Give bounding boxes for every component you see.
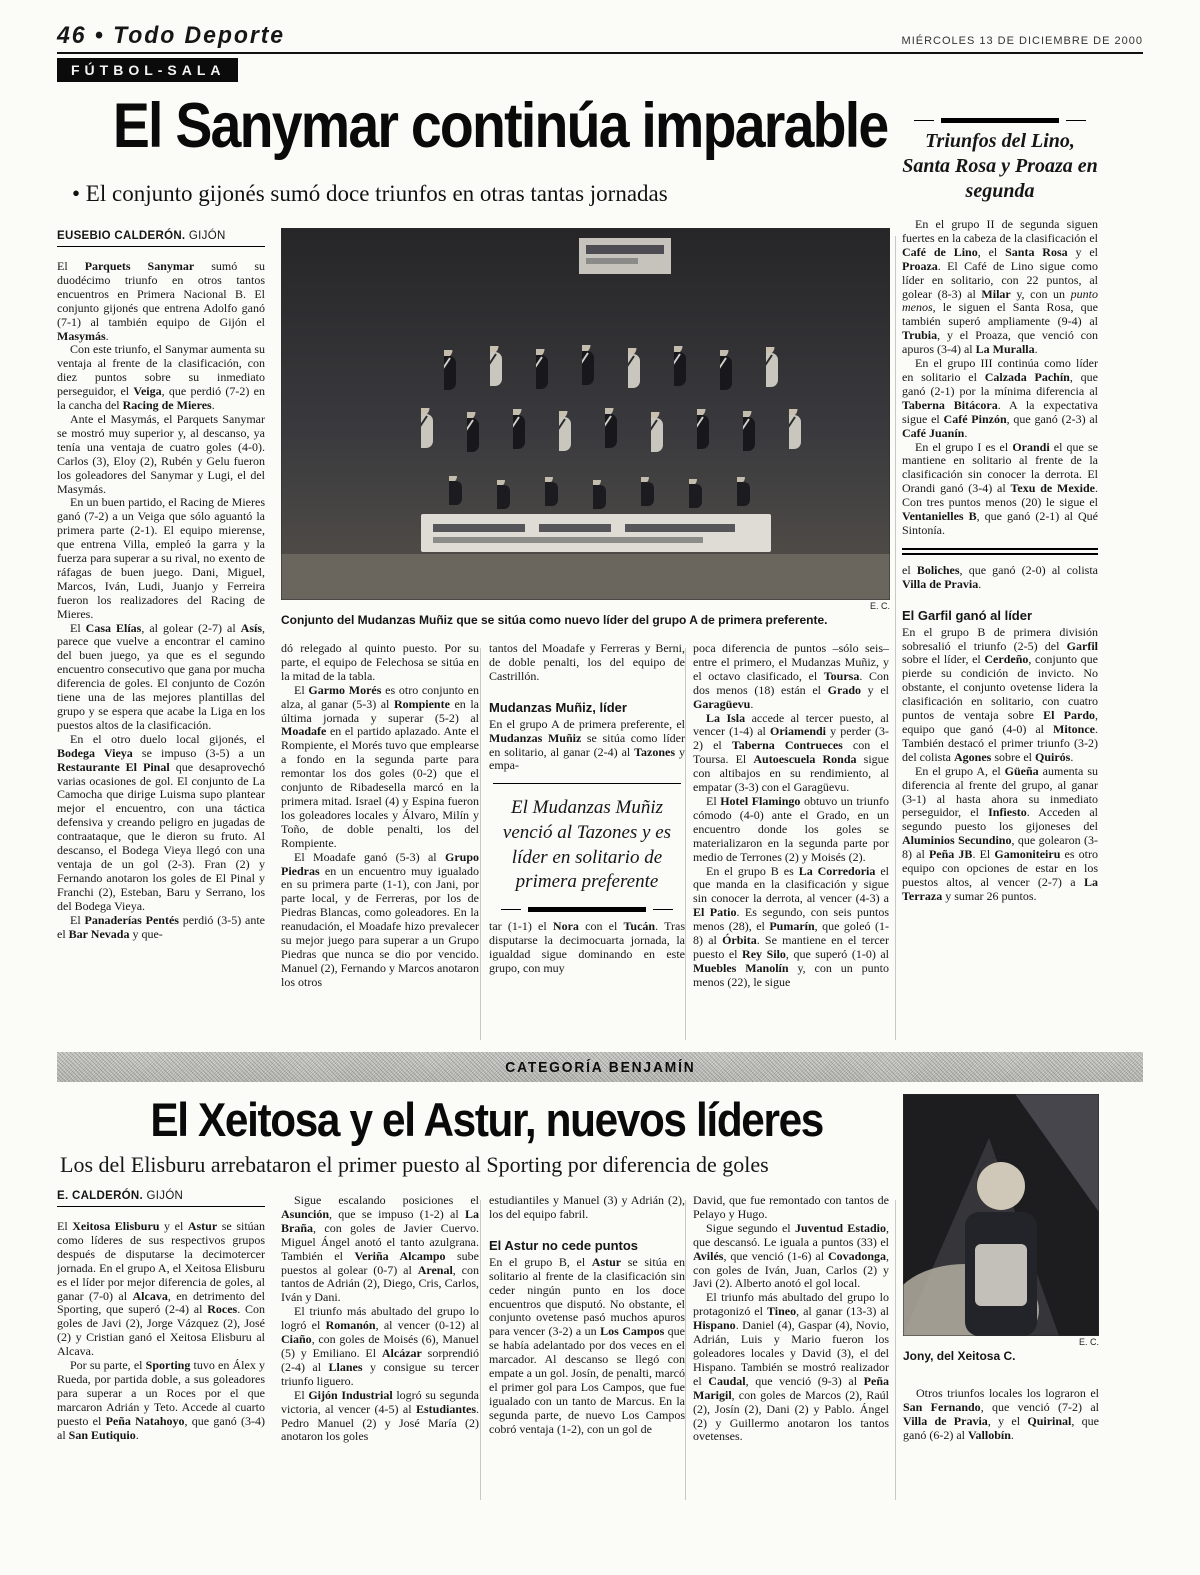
benjamin-column-3-rest: En el grupo B, el Astur se sitúa en solitario al frente de la clasificación sin ceder ningún punto en los doce encuentros que disputó. No obstante, el conjunto ovetense pasó muchos apuros para vencer (3-2) a un Los Campos que se había adelantado por dos veces en el marcador. Al descanso se llegó con empate a un gol. Josín, de penalti, marcó el primer gol para Los Campos, que fue igualado con un tanto de Marcus. En la segunda parte, de nuevo Los Campos cobró ventaja (1-2), con un gol de bbox=[489, 1254, 685, 1436]
sidebar-ornament bbox=[902, 118, 1098, 123]
main-headline: El Sanymar continúa imparable bbox=[112, 91, 888, 161]
page-date: MIÉRCOLES 13 DE DICIEMBRE DE 2000 bbox=[901, 35, 1143, 47]
sidebar-column bbox=[902, 106, 1098, 904]
pull-quote-text: El Mudanzas Muñiz venció al Tazones y es líder en solitario de primera preferente bbox=[502, 797, 672, 893]
benjamin-column-3-subhead: El Astur no cede puntos bbox=[489, 1237, 639, 1253]
header-rule bbox=[57, 52, 1143, 54]
column-separator bbox=[480, 648, 481, 1040]
column-separator bbox=[480, 1200, 481, 1500]
benjamin-right-text: Otros triunfos locales los lograron el San Fernando, que venció (7-2) al Villa de Pravia, y el Quirinal, que ganó (6-2) al Vallobín. bbox=[903, 1386, 1099, 1442]
sidebar-text-bottom: En el grupo B de primera división sobresalió el triunfo (2-5) del Garfil sobre el líder, el Cerdeño, conjunto que pierde su condición de invicto. No obstante, el conjunto ovetense lidera la clasificación en solitario, con cuatro puntos de ventaja sobre El Pardo, equipo que ganó (4-0) al Mitonce. También destacó el primer triunfo (3-2) del colista Agones sobre el Quirós. En el grupo A, el Güeña aumenta su diferencia al frente del grupo, al ganar (3-1) al hasta ahora su inmediato perseguidor, el Infiesto. Acceden al segundo puesto los gijoneses del Aluminios Secundino, que golearon (3-8) al Peña JB. El Gamoniteiru es otro equipo con opciones de estar en los puestos altos, al vencer (2-7) a La Terraza y sumar 26 puntos. bbox=[902, 624, 1098, 903]
pull-quote-ornament bbox=[489, 907, 685, 912]
sidebar-text-top: En el grupo II de segunda siguen fuertes en la cabeza de la clasificación el Café de Lino, el Santa Rosa y el Proaza. El Café de Lino sigue como líder en solitario, con 22 puntos, al golear (8-3) al Milar y, con un punto menos, le siguen el Santa Rosa, que también superó ampliamente (9-4) al Trubia, y el Proaza, que venció con apuros (3-4) al La Muralla. En el grupo III continúa como líder en solitario el Calzada Pachín, que ganó (2-1) por la mínima diferencia al Taberna Bitácora. A la expectativa sigue el Café Pinzón, que ganó (2-3) al Café Juanín. En el grupo I es el Orandi el que se mantiene en solitario al frente de la clasificación sin conocer la derrota. El Orandi ganó (3-4) al Texu de Mexide. Con tres puntos menos (20) le sigue el Ventanielles B, que ganó (2-1) al Qué Sintonía. bbox=[902, 217, 1098, 537]
sidebar-text-mid: el Boliches, que ganó (2-0) al colista Villa de Pravia. bbox=[902, 562, 1098, 591]
player-photo-caption: Jony, del Xeitosa C. bbox=[903, 1349, 1016, 1363]
column-3-continuation: tantos del Moadafe y Ferreras y Berni, de doble penalti, los del equipo de Castrillón. bbox=[489, 642, 685, 683]
section-tag: FÚTBOL-SALA bbox=[57, 58, 238, 82]
benjamin-subhead: Los del Elisburu arrebataron el primer puesto al Sporting por diferencia de goles bbox=[60, 1152, 769, 1177]
player-photo bbox=[903, 1094, 1099, 1336]
column-separator bbox=[895, 1200, 896, 1500]
column-3-lead: En el grupo A de primera preferente, el Mudanzas Muñiz se sitúa como líder en solitario, al ganar (2-4) al Tazones y empa- bbox=[489, 716, 685, 773]
benjamin-column-3 bbox=[489, 1194, 685, 1437]
column-3-subhead: Mudanzas Muñiz, líder bbox=[489, 699, 627, 715]
sidebar-headline: Triunfos del Lino, Santa Rosa y Proaza en segunda bbox=[902, 130, 1098, 202]
benjamin-column-1: El Xeitosa Elisburu y el Astur se sitúan como líderes de sus respectivos grupos después de disputarse la decimotercer jornada. En el grupo A, el Xeitosa Elisburu es el líder por mejor diferencia de goles, al ganar (7-0) al Alcava, en detrimento del Sporting, que superó (2-4) al Roces. Con goles de Javi (2), Jorge Vázquez (2), José (2) y Cristian ganó el Xeitosa Elisburu al Alcava. Por su parte, el Sporting tuvo en Álex y Rueda, por partida doble, a sus goleadores para superar a un Roces por el que marcaron Adrián y Teto. Accede al cuarto puesto el Peña Natahoyo, que ganó (3-4) al San Eutiquio. bbox=[57, 1220, 265, 1442]
page-header bbox=[57, 22, 1143, 50]
column-3-after: tar (1-1) el Nora con el Tucán. Tras disputarse la decimocuarta jornada, la igualdad sigue dominando en este grupo, con muy bbox=[489, 919, 685, 975]
main-column-1: El Parquets Sanymar sumó su duodécimo triunfo en otros tantos encuentros en Primera Nacional B. El conjunto gijonés que entrena Adolfo ganó (7-1) al también equipo de Gijón el Masymás. Con este triunfo, el Sanymar aumenta su ventaja al frente de la clasificación, con diez puntos sobre su inmediato perseguidor, el Veiga, que perdió (7-2) en la cancha del Racing de Mieres. Ante el Masymás, el Parquets Sanymar se mostró muy superior y, al descanso, ya tenía una ventaja de cuatro goles (4-0). Carlos (3), Eloy (2), Rubén y Gelu fueron los goleadores del Sanymar y Lugi, el del Masymás. En un buen partido, el Racing de Mieres ganó (7-2) a un Veiga que sólo aguantó la primera parte (2-1). El equipo mierense, que entrena Villa, empleó la garra y la fuerza para superar a su rival, no exento de ráfagas de buen juego. Dani, Miguel, Marcos, Iván, Ludi, Juanjo y Ferreira fueron los realizadores del Racing de Mieres. El Casa Elías, al golear (2-7) al Asís, parece que vuelve a encontrar el camino del buen juego, ya que es el segundo encuentro consecutivo que gana por mucha diferencia de goles. El conjunto de Cozón tiene una de las mejores plantillas del grupo y se espera que acabe la Liga en los puestos altos de la clasificación. En el otro duelo local gijonés, el Bodega Vieya se impuso (3-5) a un Restaurante El Pinal que desaprovechó varias ocasiones de gol. El conjunto de La Camocha que dirige Luisma supo plantear mejor el encuentro, con una táctica defensiva y creando peligro en jugadas de contraataque, que le dieron su fruto. Al descanso, el Bodega Vieya llegó con una ventaja de un gol (2-3). Fran (2) y Fernando anotaron los goles de El Pinal y Franchi (2), Esteban, Baru y Serrano, los del Bodega Vieya. El Panaderías Pentés perdió (3-5) ante el Bar Nevada y que- bbox=[57, 260, 265, 941]
player-photo-credit: E. C. bbox=[1078, 1337, 1099, 1347]
sponsor-boards bbox=[421, 514, 771, 552]
benjamin-byline: E. CALDERÓN. GIJÓN bbox=[57, 1190, 265, 1207]
benjamin-column-2: Sigue escalando posiciones el Asunción, que se impuso (1-2) al La Braña, con goles de Javier Cuervo. Miguel Ángel anotó el tanto azulgrana. También el Veriña Alcampo sube puestos al golear (0-7) al Arenal, con tantos de Adrián (2), Diego, Cris, Carlos, Iván y Dani. El triunfo más abultado del grupo lo logró el Romanón, al vencer (0-12) al Ciaño, con goles de Moisés (6), Manuel (5) y Emiliano. El Alcázar sorprendió (2-4) al Llanes y consigue su tercer triunfo liguero. El Gijón Industrial logró su segunda victoria, al vencer (4-5) al Estudiantes. Pedro Manuel (2) y José María (2) anotaron los goles bbox=[281, 1194, 479, 1444]
sidebar-separator bbox=[895, 236, 896, 1040]
masthead: 46 • Todo Deporte bbox=[57, 22, 286, 49]
column-separator bbox=[685, 648, 686, 1040]
category-banner: CATEGORÍA BENJAMÍN bbox=[57, 1052, 1143, 1082]
benjamin-headline: El Xeitosa y el Astur, nuevos líderes bbox=[150, 1093, 824, 1146]
benjamin-column-4: David, que fue remontado con tantos de Pelayo y Hugo. Sigue segundo el Juventud Estadio, que descansó. Le iguala a puntos (33) el Avilés, que venció (1-6) al Covadonga, con goles de Iván, Juan, Carlos (2) y Javi (2). Alberto anotó el gol local. El triunfo más abultado del grupo lo protagonizó el Tineo, al ganar (13-3) al Hispano. Daniel (4), Gaspar (4), Novio, Adrián, Luis y Mario fueron los goleadores locales y David (3), el del Hispano. También se mostró realizador el Caudal, que venció (9-3) al Peña Marigil, con goles de Marcos (2), Raúl (2), Josín (2), Dani (2) y Pablo. Ángel (2) y Guillermo anotaron los tantos ovetenses. bbox=[693, 1194, 889, 1444]
player-photo-block bbox=[903, 1094, 1099, 1443]
main-subhead: • El conjunto gijonés sumó doce triunfos en otras tantas jornadas bbox=[72, 181, 668, 206]
main-byline: EUSEBIO CALDERÓN. GIJÓN bbox=[57, 230, 265, 247]
main-column-2: dó relegado al quinto puesto. Por su parte, el equipo de Felechosa se sitúa en la mitad de la tabla. El Garmo Morés es otro conjunto en alza, al ganar (5-3) al Rompiente en la última jornada y superar (5-2) al Moadafe en el partido aplazado. Ante el Rompiente, el Morés tuvo que emplearse a fondo en la segunda parte para remontar los dos goles (0-2) que el conjunto de Ribadesella marcó en la primera mitad. Israel (4) y Espina fueron los goleadores locales y Álvaro, Milín y Toño, de doble penalti, los del Rompiente. El Moadafe ganó (5-3) al Grupo Piedras en un encuentro muy igualado en su primera parte (1-1), con Jani, por parte local, y de Ferreras, por los de Piedras Blancas, como goleadores. En la reanudación, el Moadafe hizo prevalecer su mejor juego para superar a un Grupo Piedras que nunca se dio por vencido. Manuel (2), Fernando y Marcos anotaron los otros bbox=[281, 642, 479, 989]
pull-quote bbox=[489, 783, 685, 912]
team-photo-caption: Conjunto del Mudanzas Muñiz que se sitúa como nuevo líder del grupo A de primera preferente. bbox=[281, 613, 828, 627]
main-column-4: poca diferencia de puntos –sólo seis– entre el primero, el Mudanzas Muñiz, y el octavo clasificado, el Toursa. Con dos menos (18) están el Grado y el Garagüevu. La Isla accede al tercer puesto, al vencer (1-4) al Oriamendi y perder (3-2) el Taberna Contrueces con el Toursa. El Autoescuela Ronda sigue con altibajos en su rendimiento, al empatar (3-3) con el Garagüevu. El Hotel Flamingo obtuvo un triunfo cómodo (4-0) ante el Grado, en un encuentro donde los goles se materializaron en la segunda parte por medio de Terrones (2) y Moisés (2). En el grupo B es La Corredoria el que manda en la clasificación y sigue sin conocer la derrota, al vencer (4-3) a El Patio. Es segundo, con seis puntos menos (28), el Pumarín, que goleó (1-8) al Órbita. Se mantiene en el tercer puesto el Rey Silo, que superó (1-0) al Muebles Manolín y, con un punto menos (22), le sigue bbox=[693, 642, 889, 989]
column-separator bbox=[685, 1200, 686, 1500]
benjamin-column-3-continuation: estudiantiles y Manuel (3) y Adrián (2), los del equipo fabril. bbox=[489, 1194, 685, 1221]
team-photo-credit: E. C. bbox=[869, 601, 890, 611]
sidebar-divider bbox=[902, 548, 1098, 555]
team-photo bbox=[281, 228, 890, 600]
pull-quote-top-rule bbox=[493, 783, 681, 784]
main-column-3 bbox=[489, 642, 685, 976]
team-photo-block bbox=[281, 228, 890, 627]
sidebar-subhead: El Garfil ganó al líder bbox=[902, 607, 1033, 623]
